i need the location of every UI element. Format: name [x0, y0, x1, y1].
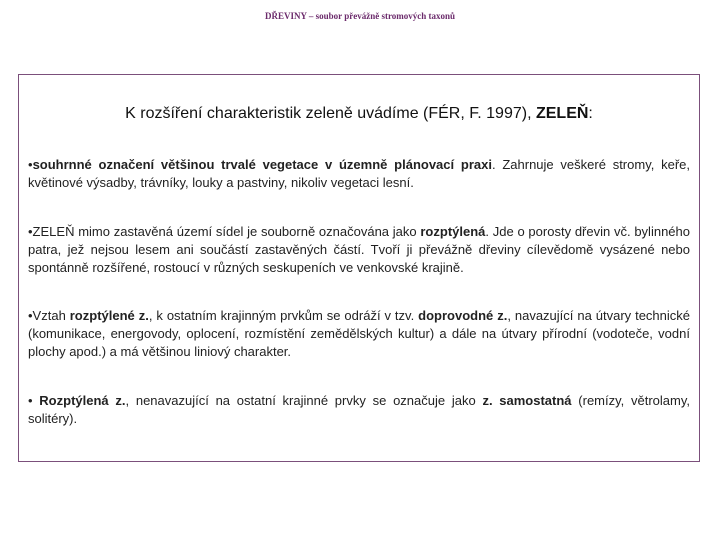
paragraph-2-bold: rozptýlená [420, 224, 486, 239]
paragraph-4-bold-a: Rozptýlená z. [39, 393, 126, 408]
content-frame [18, 74, 700, 462]
paragraph-4-bold-b: z. samostatná [482, 393, 572, 408]
slide-title [19, 105, 699, 123]
paragraph-1-bold: souhrnné označení většinou trvalé vegetace v územně plánovací praxi [32, 157, 492, 172]
slide-header: DŘEVINY – soubor převážně stromových taxonů [264, 11, 456, 21]
paragraph-3-text-a: •Vztah [28, 308, 70, 323]
title-text: K rozšíření charakteristik zeleně uvádíme (FÉR, F. 1997), [125, 105, 532, 122]
paragraph-3-text-c: , navazující na útvary technické (komunikace, energovody, oplocení, rozmístění zemědělských kultur) a dále na útvary přírodní (vodoteče, vodní plochy apod.) a má většinou liniový charakter. [28, 308, 691, 359]
paragraph-4-text-b: , nenavazující na ostatní krajinné prvky se označuje jako [125, 393, 483, 408]
paragraph-2-text-a: •ZELEŇ mimo zastavěná území sídel je souborně označována jako [28, 224, 421, 239]
paragraph-3-bold-b: doprovodné z. [418, 308, 508, 323]
bullet: • [28, 157, 33, 172]
paragraph-3-bold-a: rozptýlené z. [69, 308, 149, 323]
paragraph-1-text: . Zahrnuje veškeré stromy, keře, květinové výsadby, trávníky, louky a pastviny, nikoliv vegetaci lesní. [28, 157, 690, 190]
paragraph-3-text-b: , k ostatním krajinným prvkům se odráží v tzv. [148, 308, 419, 323]
paragraph-3 [28, 307, 690, 361]
paragraph-2 [28, 223, 690, 277]
title-colon: : [588, 105, 593, 122]
paragraph-2-text-b: . Jde o porosty dřevin vč. bylinného patra, jež nejsou lesem ani součástí zastavěných částí. Tvoří ji převážně dřeviny cílevědomě vysázené nebo spontánně rozšířené, rostoucí v různých seskupeních ve venkovské krajině. [28, 224, 690, 275]
title-bold: ZELEŇ [535, 105, 589, 122]
paragraph-4-text-a: • [28, 393, 40, 408]
paragraph-1 [28, 156, 690, 192]
paragraph-4 [28, 392, 690, 428]
paragraph-4-text-c: (remízy, větrolamy, solitéry). [28, 393, 690, 426]
